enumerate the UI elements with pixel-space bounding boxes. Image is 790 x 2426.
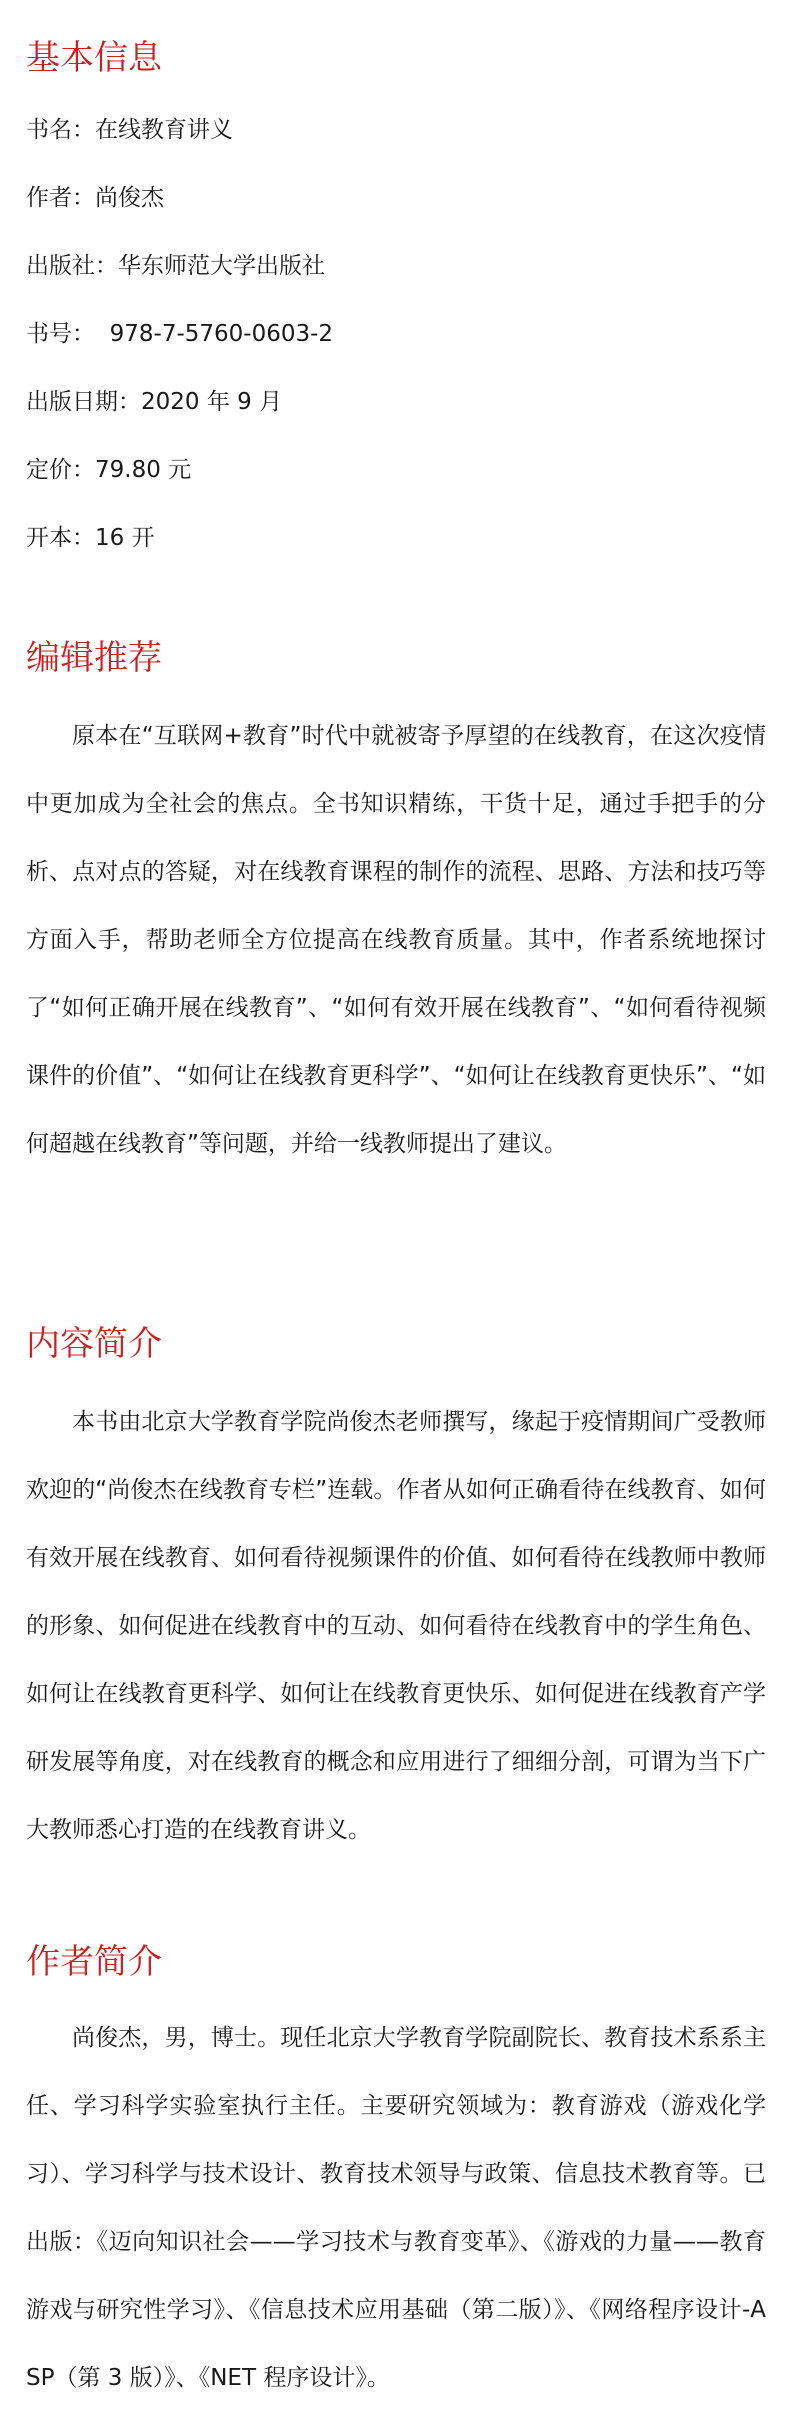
info-label: 出版日期： xyxy=(26,389,141,415)
info-label: 开本： xyxy=(26,525,95,551)
info-label: 出版社： xyxy=(26,253,118,279)
section-title-editor-recommendation: 编辑推荐 xyxy=(26,638,162,678)
section-title-author-intro: 作者简介 xyxy=(26,1942,162,1982)
content-intro-text: 本书由北京大学教育学院尚俊杰老师撰写，缘起于疫情期间广受教师欢迎的“尚俊杰在线教育专栏”连载。作者从如何正确看待在线教育、如何有效开展在线教育、如何看待视频课件的价值、如何看待在线教师中教师的形象、如何促进在线教育中的互动、如何看待在线教育中的学生角色、如何让在线教育更科学、如何让在线教育更快乐、如何促进在线教育产学研发展等角度，对在线教育的概念和应用进行了细细分剖，可谓为当下广大教师悉心打造的在线教育讲义。 xyxy=(26,1409,766,1843)
info-value: 在线教育讲义 xyxy=(95,117,233,143)
info-value: 尚俊杰 xyxy=(95,185,164,211)
info-value: 2020 年 9 月 xyxy=(141,389,283,415)
info-value: 华东师范大学出版社 xyxy=(118,253,325,279)
info-row-publish-date xyxy=(26,376,333,444)
info-value: 16 开 xyxy=(95,525,155,551)
info-label: 定价： xyxy=(26,457,95,483)
author-intro-text: 尚俊杰，男，博士。现任北京大学教育学院副院长、教育技术系系主任、学习科学实验室执行主任。主要研究领域为：教育游戏（游戏化学习）、学习科学与技术设计、教育技术领导与政策、信息技术教育等。已出版：《迈向知识社会——学习技术与教育变革》、《游戏的力量——教育游戏与研究性学习》、《信息技术应用基础（第二版）》、《网络程序设计-ASP（第 3 版）》、《NET 程序设计》。 xyxy=(26,2025,766,2391)
editor-recommendation-text: 原本在“互联网+教育”时代中就被寄予厚望的在线教育，在这次疫情中更加成为全社会的焦点。全书知识精练，干货十足，通过手把手的分析、点对点的答疑，对在线教育课程的制作的流程、思路、方法和技巧等方面入手，帮助老师全方位提高在线教育质量。其中，作者系统地探讨了“如何正确开展在线教育”、“如何有效开展在线教育”、“如何看待视频课件的价值”、“如何让在线教育更科学”、“如何让在线教育更快乐”、“如何超越在线教育”等问题，并给一线教师提出了建议。 xyxy=(26,723,766,1157)
info-row-isbn xyxy=(26,308,333,376)
info-label: 书名： xyxy=(26,117,95,143)
section-title-basic-info: 基本信息 xyxy=(26,38,162,78)
section-title-content-intro: 内容简介 xyxy=(26,1324,162,1364)
info-row-book-name xyxy=(26,104,333,172)
info-row-author xyxy=(26,172,333,240)
info-value: 79.80 元 xyxy=(95,457,192,483)
info-row-publisher xyxy=(26,240,333,308)
info-value: 978-7-5760-0603-2 xyxy=(95,321,334,347)
info-label: 书号： xyxy=(26,321,95,347)
info-row-format xyxy=(26,512,333,580)
info-label: 作者： xyxy=(26,185,95,211)
info-row-price xyxy=(26,444,333,512)
basic-info-list xyxy=(26,104,333,580)
